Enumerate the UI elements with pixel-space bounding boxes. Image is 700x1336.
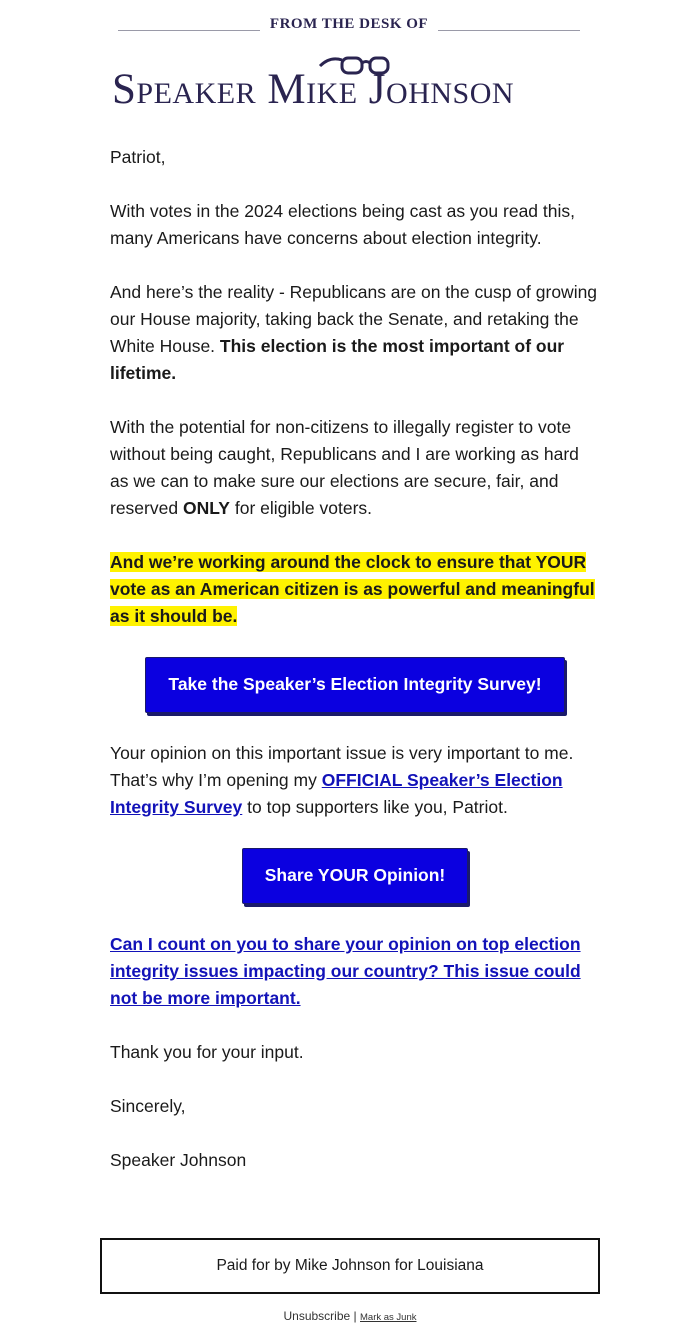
non-citizens-text: With the potential for non-citizens to illegally register to vote without being caught, Republicans and I are working as hard as we can to make sure our elections are secure, fair, and reserved — [110, 417, 579, 518]
footer-links — [0, 1309, 700, 1323]
paragraph-cta — [110, 931, 600, 1012]
take-survey-button[interactable]: Take the Speaker’s Election Integrity Survey! — [145, 657, 564, 713]
highlighted-text: And we’re working around the clock to ensure that YOUR vote as an American citizen is as powerful and meaningful as it should be. — [110, 552, 595, 626]
count-on-you-link[interactable]: Can I count on you to share your opinion on top election integrity issues impacting our country? This issue could not be more important. — [110, 934, 581, 1008]
official-survey-link[interactable]: OFFICIAL Speaker’s Election Integrity Survey — [110, 770, 563, 817]
reality-text: And here’s the reality - Republicans are on the cusp of growing our House majority, taking back the Senate, and retaking the White House. — [110, 282, 598, 356]
greeting: Patriot, — [110, 147, 166, 167]
opinion-button-wrap — [110, 848, 600, 904]
email-header — [0, 0, 700, 130]
reality-bold: This election is the most important of our lifetime. — [110, 336, 565, 383]
header-divider-left — [118, 30, 260, 31]
header-divider-right — [438, 30, 580, 31]
mark-as-junk-link[interactable]: Mark as Junk — [360, 1312, 417, 1323]
paragraph-votes: With votes in the 2024 elections being cast as you read this, many Americans have concerns about election integrity. — [110, 201, 575, 248]
only-bold: ONLY — [182, 498, 230, 518]
signature-text: Speaker Johnson — [110, 1150, 247, 1170]
paragraph-non-citizens — [110, 414, 600, 522]
share-opinion-button[interactable]: Share YOUR Opinion! — [242, 848, 469, 904]
opinion-text: Your opinion on this important issue is very important to me. That’s why I’m opening my — [110, 743, 574, 790]
supporters-text: to top supporters like you, Patriot. — [247, 797, 508, 817]
closing-text: Sincerely, — [110, 1096, 186, 1116]
eligible-voters-text: for eligible voters. — [234, 498, 373, 518]
paragraph-reality — [110, 279, 600, 387]
email-body — [110, 144, 600, 1201]
footer-separator: | — [353, 1309, 357, 1323]
survey-button-wrap — [110, 657, 600, 713]
paid-for-box: Paid for by Mike Johnson for Louisiana — [100, 1238, 600, 1294]
speaker-logo-name: Speaker Mike Johnson — [112, 66, 515, 113]
unsubscribe-link[interactable]: Unsubscribe — [283, 1309, 351, 1323]
paragraph-opinion — [110, 740, 600, 821]
paragraph-highlight — [110, 549, 600, 630]
from-the-desk-of: FROM THE DESK OF — [269, 16, 429, 32]
thanks-text: Thank you for your input. — [110, 1042, 304, 1062]
